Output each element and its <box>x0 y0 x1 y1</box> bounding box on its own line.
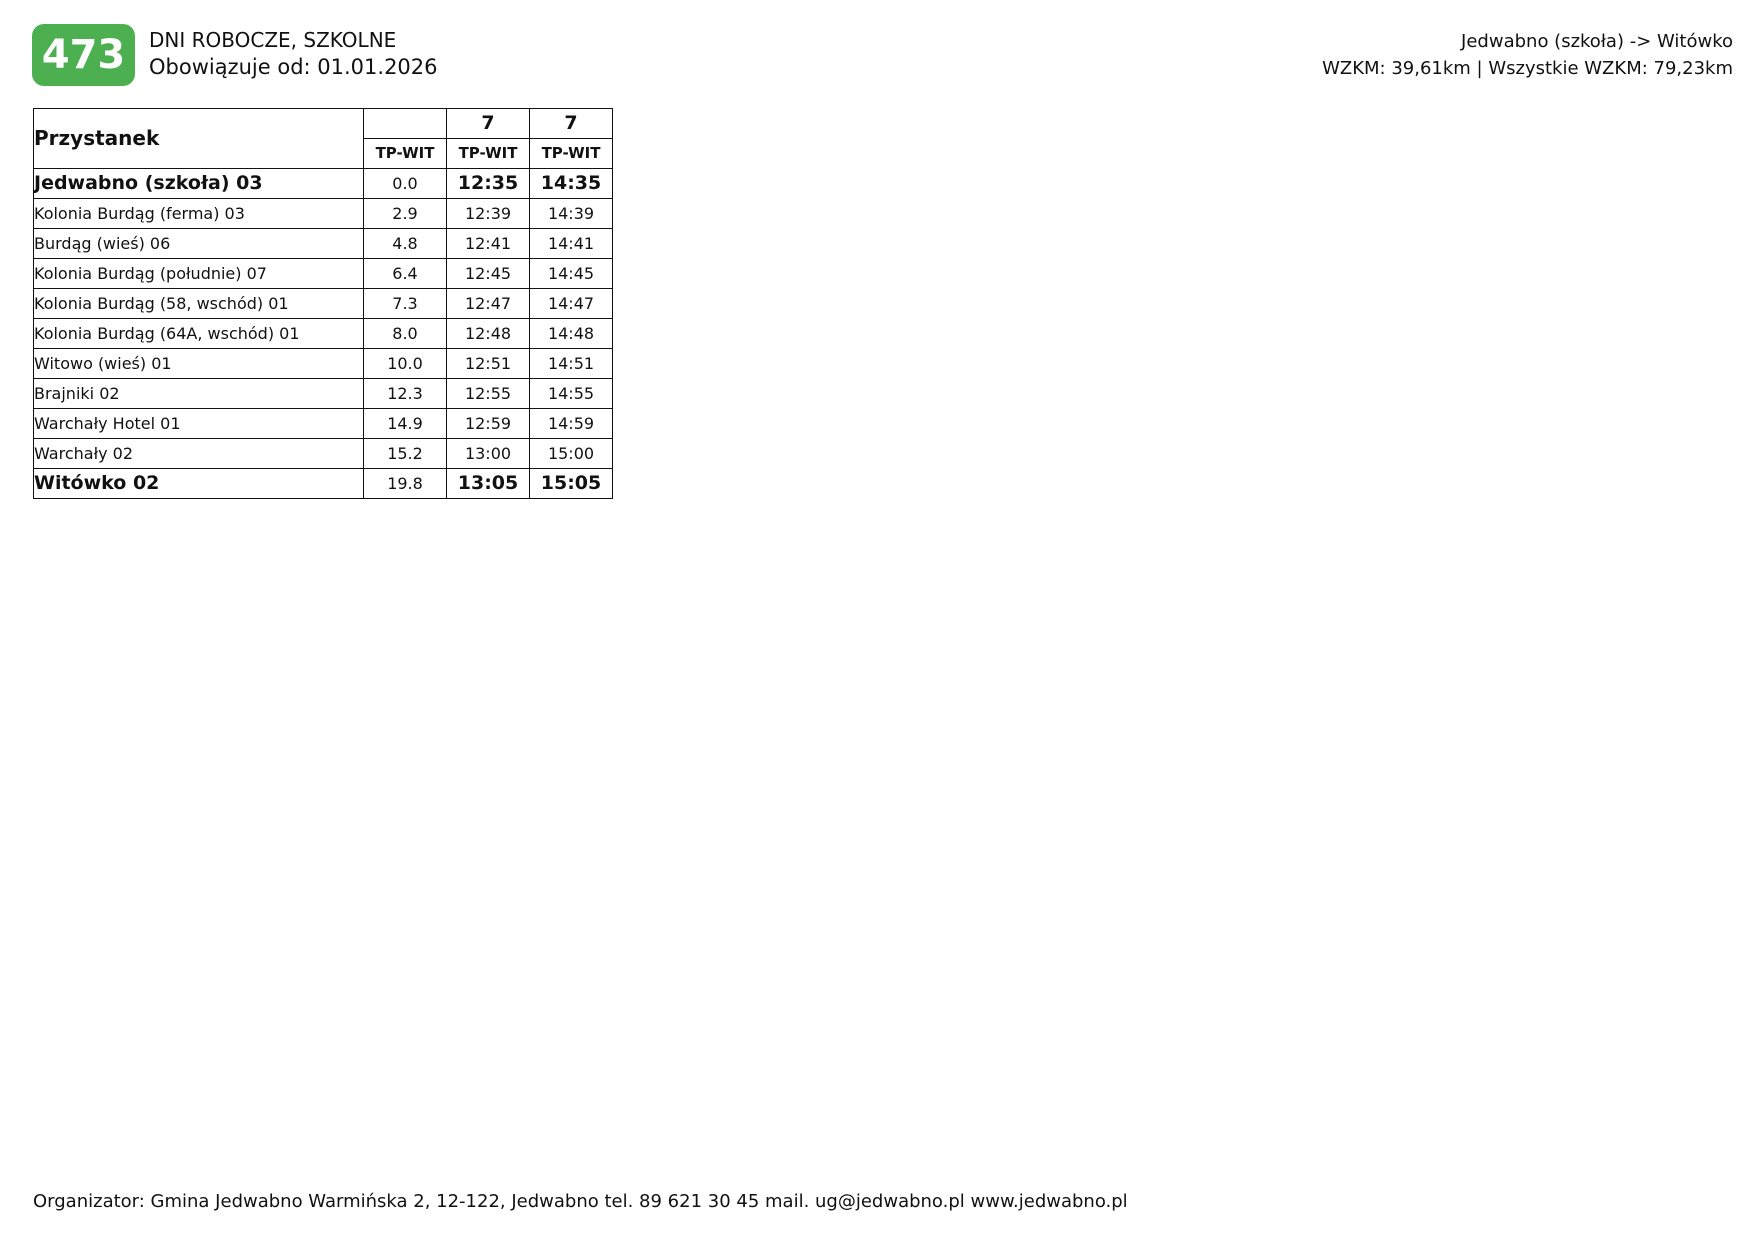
stop-name: Kolonia Burdąg (południe) 07 <box>34 259 364 289</box>
stop-name: Burdąg (wieś) 06 <box>34 229 364 259</box>
stop-name: Warchały Hotel 01 <box>34 409 364 439</box>
stop-km: 2.9 <box>364 199 447 229</box>
line-number-badge: 473 <box>32 24 135 86</box>
stop-row <box>34 289 613 319</box>
stop-row <box>34 259 613 289</box>
departure-time: 12:41 <box>447 229 530 259</box>
route-distance: WZKM: 39,61km | Wszystkie WZKM: 79,23km <box>1322 58 1733 79</box>
stop-row <box>34 439 613 469</box>
stop-row <box>34 319 613 349</box>
stop-name: Kolonia Burdąg (ferma) 03 <box>34 199 364 229</box>
departure-time: 12:35 <box>447 169 530 199</box>
stop-name: Warchały 02 <box>34 439 364 469</box>
km-code: TP-WIT <box>364 139 447 169</box>
stop-name: Kolonia Burdąg (58, wschód) 01 <box>34 289 364 319</box>
stop-name: Kolonia Burdąg (64A, wschód) 01 <box>34 319 364 349</box>
stop-km: 0.0 <box>364 169 447 199</box>
course-number-row <box>34 109 613 139</box>
stop-row <box>34 409 613 439</box>
departure-time: 12:48 <box>447 319 530 349</box>
stop-name: Jedwabno (szkoła) 03 <box>34 169 364 199</box>
course-number: 7 <box>447 109 530 139</box>
stop-row <box>34 349 613 379</box>
course-code: TP-WIT <box>447 139 530 169</box>
departure-time: 12:51 <box>447 349 530 379</box>
stop-km: 7.3 <box>364 289 447 319</box>
departure-time: 14:59 <box>530 409 613 439</box>
stop-km: 19.8 <box>364 469 447 499</box>
departure-time: 12:39 <box>447 199 530 229</box>
header-left <box>149 27 438 81</box>
stop-row <box>34 199 613 229</box>
course-code: TP-WIT <box>530 139 613 169</box>
departure-time: 14:35 <box>530 169 613 199</box>
stop-name: Witowo (wieś) 01 <box>34 349 364 379</box>
stop-km: 12.3 <box>364 379 447 409</box>
departure-time: 14:45 <box>530 259 613 289</box>
stop-row <box>34 229 613 259</box>
organizer-footer: Organizator: Gmina Jedwabno Warmińska 2, 12-122, Jedwabno tel. 89 621 30 45 mail. ug@jedwabno.pl www.jedwabno.pl <box>33 1191 1128 1212</box>
departure-time: 13:00 <box>447 439 530 469</box>
stop-km: 10.0 <box>364 349 447 379</box>
departure-time: 14:47 <box>530 289 613 319</box>
stop-row <box>34 469 613 499</box>
stop-km: 8.0 <box>364 319 447 349</box>
departure-time: 15:00 <box>530 439 613 469</box>
departure-time: 14:41 <box>530 229 613 259</box>
departure-time: 14:51 <box>530 349 613 379</box>
day-type: DNI ROBOCZE, SZKOLNE <box>149 28 397 52</box>
stop-km: 14.9 <box>364 409 447 439</box>
departure-time: 14:55 <box>530 379 613 409</box>
departure-time: 14:48 <box>530 319 613 349</box>
departure-time: 12:47 <box>447 289 530 319</box>
route-name: Jedwabno (szkoła) -> Witówko <box>1461 31 1733 52</box>
stop-name: Witówko 02 <box>34 469 364 499</box>
stop-row <box>34 379 613 409</box>
departure-time: 12:45 <box>447 259 530 289</box>
km-header-top <box>364 109 447 139</box>
stop-name: Brajniki 02 <box>34 379 364 409</box>
timetable <box>33 108 613 499</box>
stop-row <box>34 169 613 199</box>
stop-km: 4.8 <box>364 229 447 259</box>
course-number: 7 <box>530 109 613 139</box>
departure-time: 13:05 <box>447 469 530 499</box>
valid-from: Obowiązuje od: 01.01.2026 <box>149 55 438 79</box>
departure-time: 12:59 <box>447 409 530 439</box>
departure-time: 14:39 <box>530 199 613 229</box>
departure-time: 12:55 <box>447 379 530 409</box>
stop-column-header: Przystanek <box>34 109 364 169</box>
stop-km: 15.2 <box>364 439 447 469</box>
stop-km: 6.4 <box>364 259 447 289</box>
header-right <box>1322 28 1733 82</box>
departure-time: 15:05 <box>530 469 613 499</box>
